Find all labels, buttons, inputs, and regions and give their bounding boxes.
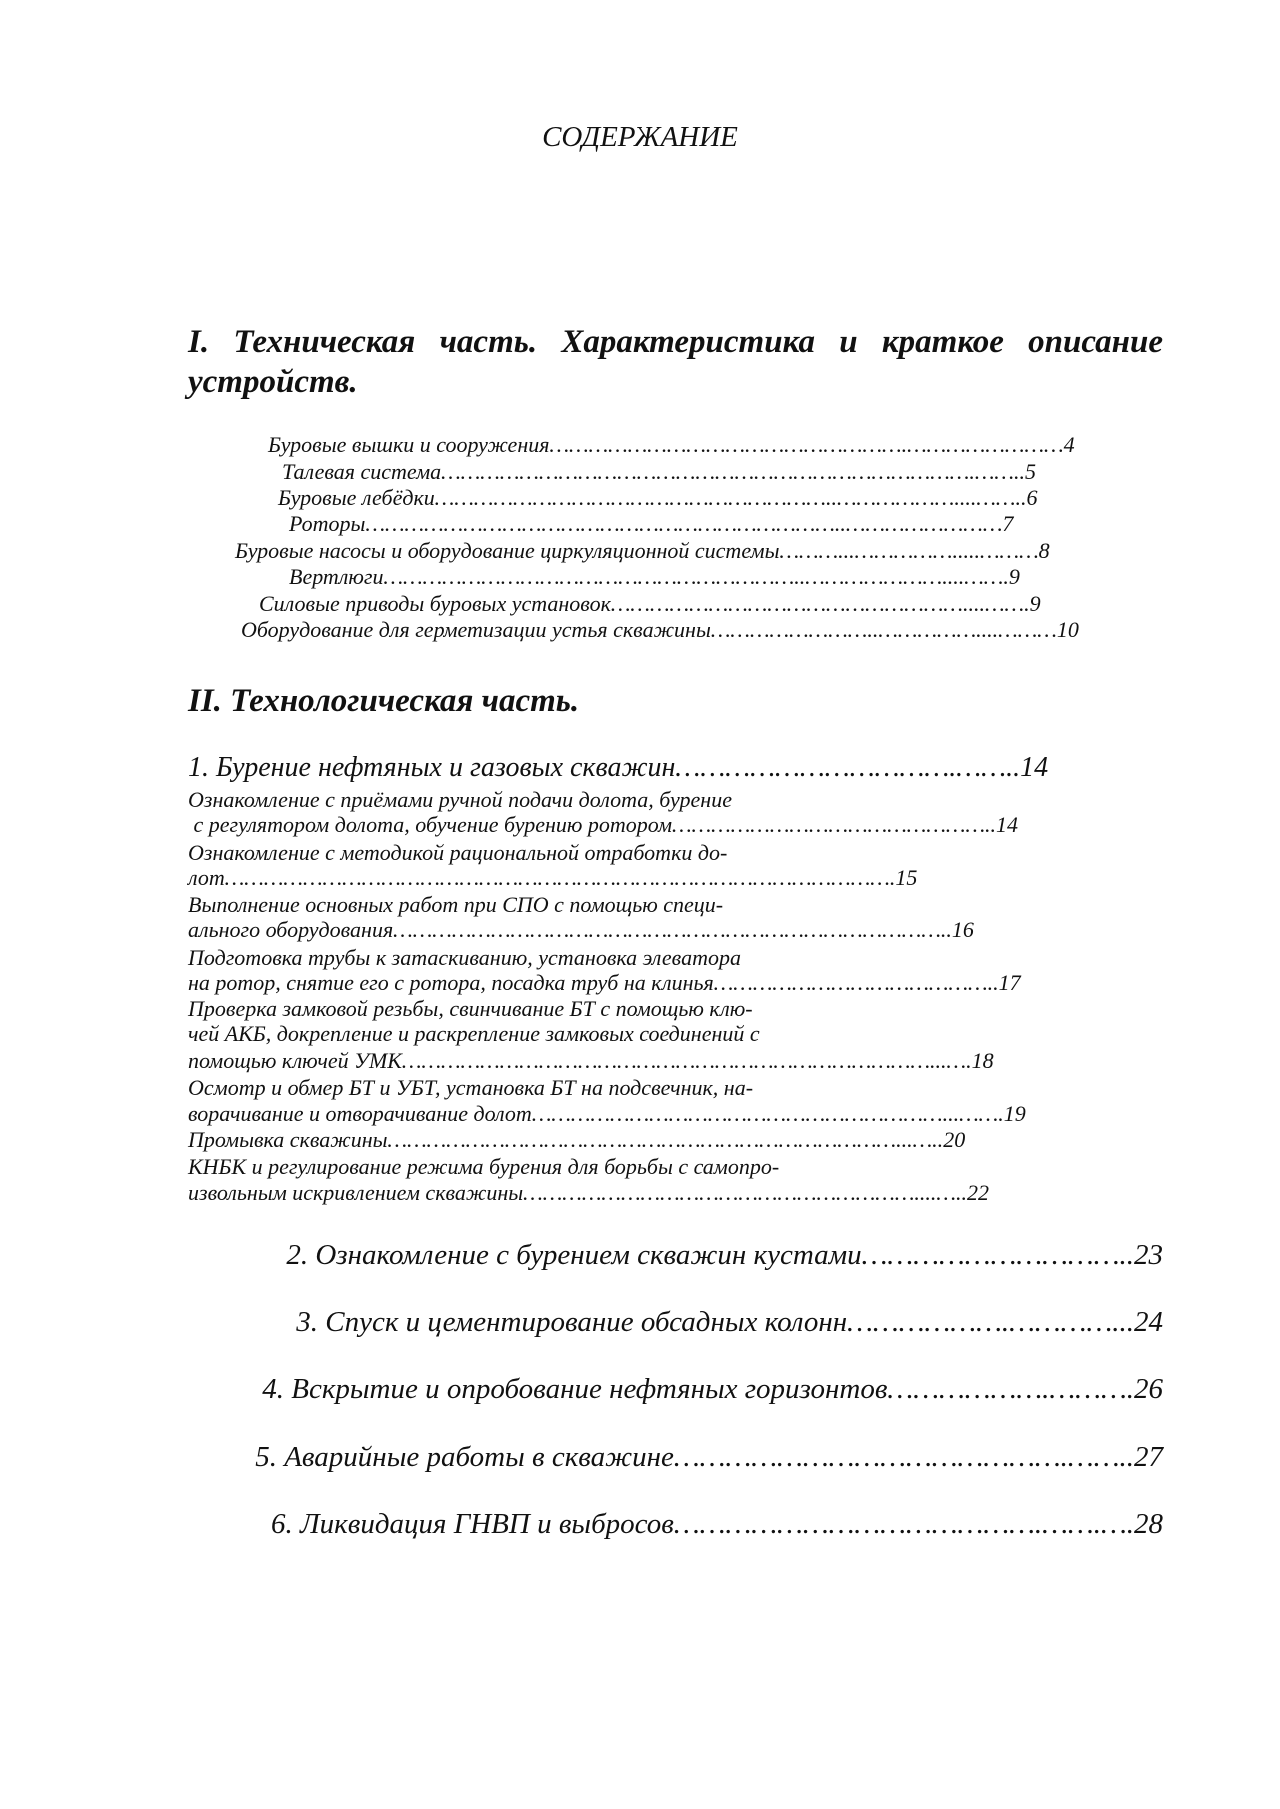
page-number: 28 xyxy=(1134,1508,1163,1540)
page-title: СОДЕРЖАНИЕ xyxy=(542,121,738,153)
toc-section-5 xyxy=(255,1439,1163,1475)
page-number: 14 xyxy=(996,812,1018,837)
toc-subentry-line xyxy=(188,1100,1026,1127)
toc-entry-derricks xyxy=(268,431,1075,458)
entry-text: Ознакомление с приёмами ручной подачи долота, бурение xyxy=(188,787,732,812)
toc-section-4 xyxy=(262,1371,1163,1407)
entry-text: ального оборудования xyxy=(188,917,394,942)
entry-text: Буровые лебёдки xyxy=(278,485,435,510)
entry-text: извольным искривлением скважины xyxy=(188,1180,524,1205)
leader-dots: ………………………….. xyxy=(861,1239,1134,1271)
leader-dots: …………………………….…….. xyxy=(675,752,1021,783)
entry-text: Буровые вышки и сооружения xyxy=(268,432,550,457)
entry-text: на ротор, снятие его с ротора, посадка труб на клинья xyxy=(188,970,714,995)
page-number: 26 xyxy=(1134,1373,1163,1405)
toc-section-3 xyxy=(296,1304,1163,1340)
toc-entry-pumps xyxy=(235,537,1050,564)
page-number: 14 xyxy=(1020,752,1049,783)
toc-subentry-line xyxy=(188,1179,989,1206)
toc-subentry-line xyxy=(188,1074,753,1101)
toc-subentry-line xyxy=(188,1047,994,1074)
leader-dots: ………...…………….....……… xyxy=(779,538,1039,563)
entry-text: Подготовка трубы к затаскиванию, установка элеватора xyxy=(188,945,741,970)
toc-subentry-line xyxy=(188,944,741,971)
entry-text: КНБК и регулирование режима бурения для борьбы с самопро- xyxy=(188,1154,780,1179)
leader-dots: ………………………………………………………...……. xyxy=(531,1101,1004,1126)
toc-subentry-line xyxy=(188,1126,965,1153)
page-number: 7 xyxy=(1002,511,1014,536)
page-number: 18 xyxy=(971,1048,994,1073)
leader-dots: ……………………………………………………....….. xyxy=(523,1180,967,1205)
toc-subentry-line xyxy=(188,839,727,866)
entry-text: Силовые приводы буровых установок xyxy=(259,591,611,616)
toc-entry-rotors xyxy=(289,510,1013,537)
entry-text: Талевая система xyxy=(282,459,442,484)
toc-section-6 xyxy=(271,1506,1163,1542)
section-text: 1. Бурение нефтяных и газовых скважин xyxy=(188,752,676,783)
leader-dots: ………………………………………………………………..…………………… xyxy=(365,511,1003,536)
entry-text: Осмотр и обмер БТ и УБТ, установка БТ на подсвечник, на- xyxy=(188,1075,754,1100)
leader-dots: ………………………………………………………..…………………....……. xyxy=(383,564,1009,589)
page-number: 22 xyxy=(966,1180,989,1205)
entry-text: ворачивание и отворачивание долот xyxy=(188,1101,532,1126)
toc-subentry-line xyxy=(188,811,1018,838)
toc-entry-swivels xyxy=(289,563,1020,590)
entry-text: Проверка замковой резьбы, свинчивание БТ с помощью клю- xyxy=(188,996,753,1021)
part2-heading: II. Технологическая часть. xyxy=(188,683,580,719)
section-text: 2. Ознакомление с бурением скважин кустами xyxy=(286,1239,862,1271)
leader-dots: ……………………………………….…….. xyxy=(673,1441,1134,1473)
entry-text: Промывка скважины xyxy=(188,1127,388,1152)
leader-dots: ……………………………………………………………………...….. xyxy=(387,1127,944,1152)
toc-subentry-line xyxy=(188,916,974,943)
toc-entry-power-drives xyxy=(259,590,1041,617)
page-number: 27 xyxy=(1134,1441,1163,1473)
toc-subentry-line xyxy=(188,1020,760,1047)
entry-text: Оборудование для герметизации устья скважины xyxy=(241,617,711,642)
toc-entry-drawworks xyxy=(278,484,1038,511)
leader-dots: ………………………………………….. xyxy=(672,812,996,837)
entry-text: лот xyxy=(188,865,225,890)
section-text: 4. Вскрытие и опробование нефтяных горизонтов xyxy=(262,1373,888,1405)
part1-heading: I. Техническая часть. Характеристика и краткое описание устройств. xyxy=(188,324,1163,400)
toc-entry-wellhead-equipment xyxy=(241,616,1079,643)
leader-dots: ……………………..……………....……… xyxy=(710,617,1057,642)
leader-dots: ……………………………………………………..………………....…….. xyxy=(434,485,1027,510)
page-number: 24 xyxy=(1134,1306,1163,1338)
entry-text: Выполнение основных работ при СПО с помощью специ- xyxy=(188,892,724,917)
toc-subentry-line xyxy=(188,891,723,918)
page-number: 15 xyxy=(895,865,918,890)
toc-subentry-line xyxy=(188,864,917,891)
entry-text: Ознакомление с методикой рациональной отработки до- xyxy=(188,840,728,865)
entry-text: Роторы xyxy=(289,511,366,536)
entry-text: Вертлюги xyxy=(289,564,384,589)
leader-dots: ………………………………………………………………………….. xyxy=(393,917,952,942)
toc-subentry-line xyxy=(188,995,753,1022)
leader-dots: ……………………………………………………………………….…….. xyxy=(441,459,1025,484)
section-text: 5. Аварийные работы в скважине xyxy=(255,1441,674,1473)
leader-dots: ……………………………………………….…………………… xyxy=(549,432,1064,457)
page-number: 4 xyxy=(1063,432,1075,457)
toc-entry-hoist-system xyxy=(282,458,1036,485)
page-number: 10 xyxy=(1056,617,1079,642)
section-text: 3. Спуск и цементирование обсадных колонн xyxy=(296,1306,848,1338)
toc-section-2 xyxy=(286,1237,1163,1273)
leader-dots: ……………….…………... xyxy=(847,1306,1134,1338)
leader-dots: ………………………………………………………………………...…. xyxy=(401,1048,972,1073)
page-number: 17 xyxy=(998,970,1021,995)
section-text: 6. Ликвидация ГНВП и выбросов xyxy=(271,1508,674,1540)
page-number: 5 xyxy=(1024,459,1036,484)
leader-dots: …………………………………….…….…. xyxy=(673,1508,1134,1540)
page-number: 6 xyxy=(1026,485,1038,510)
leader-dots: ……………….………. xyxy=(887,1373,1134,1405)
leader-dots: …………………………………………………………………………………………. xyxy=(224,865,896,890)
leader-dots: ………………………………………………....……. xyxy=(610,591,1030,616)
page-number: 9 xyxy=(1029,591,1041,616)
entry-text: Буровые насосы и оборудование циркуляционной системы xyxy=(235,538,780,563)
leader-dots: …………………………………….. xyxy=(713,970,999,995)
toc-section-1 xyxy=(188,751,1048,785)
entry-text: помощью ключей УМК xyxy=(188,1048,402,1073)
page-number: 9 xyxy=(1008,564,1020,589)
entry-text: с регулятором долота, обучение бурению ротором xyxy=(188,812,673,837)
toc-subentry-line xyxy=(188,969,1021,996)
page-number: 20 xyxy=(943,1127,966,1152)
page-number: 16 xyxy=(951,917,974,942)
page-number: 19 xyxy=(1003,1101,1026,1126)
entry-text: чей АКБ, докрепление и раскрепление замковых соединений с xyxy=(188,1021,760,1046)
page-number: 23 xyxy=(1134,1239,1163,1271)
toc-subentry-line xyxy=(188,786,732,813)
toc-subentry-line xyxy=(188,1153,779,1180)
page-number: 8 xyxy=(1038,538,1050,563)
